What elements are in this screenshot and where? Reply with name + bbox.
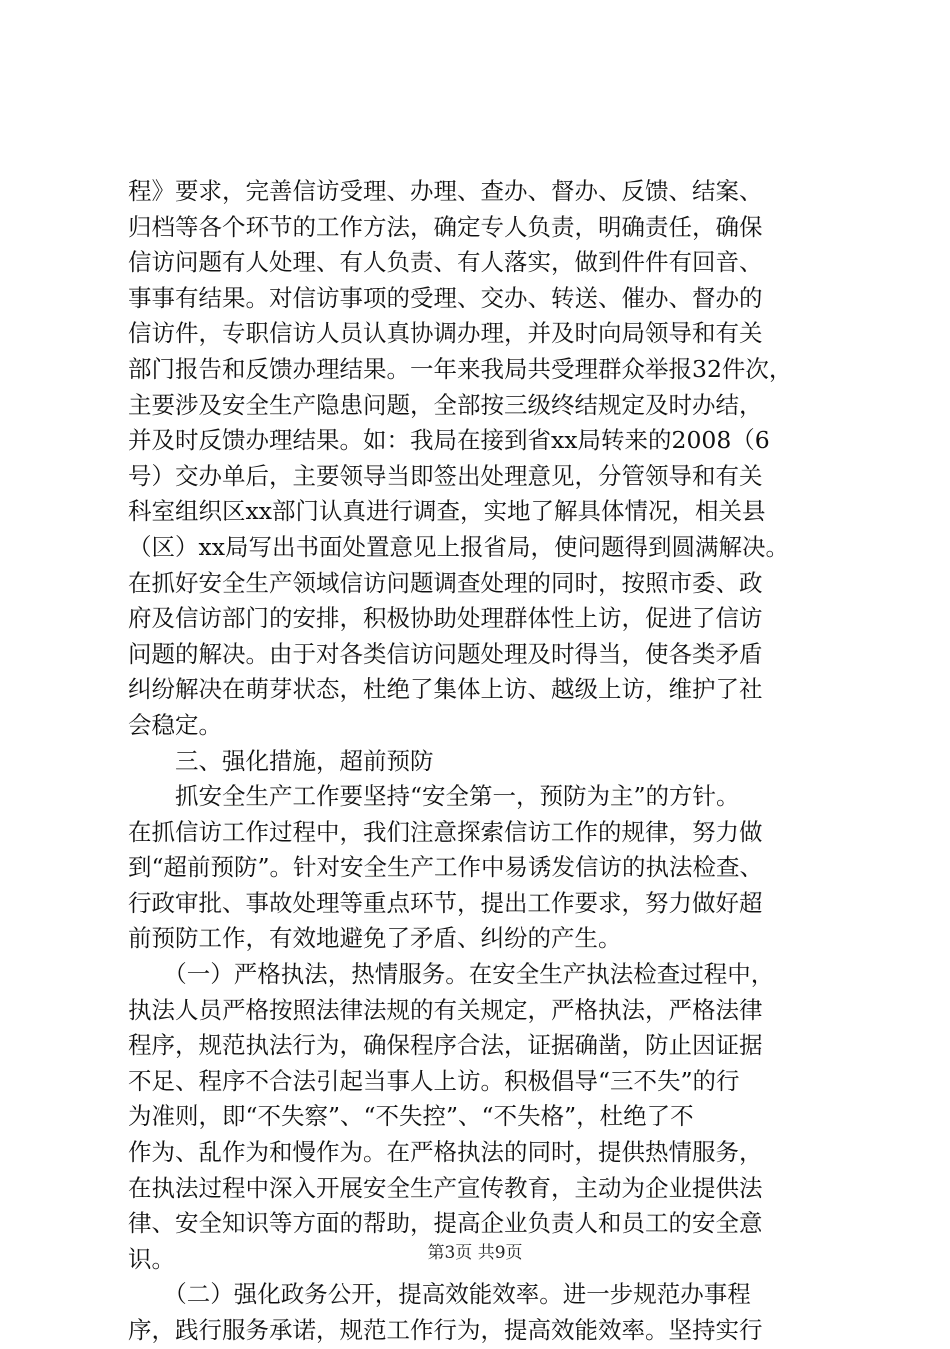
text-line: 律、安全知识等方面的帮助，提高企业负责人和员工的安全意 [128,1209,763,1238]
text-line: 部门报告和反馈办理结果。一年来我局共受理群众举报32件次， [128,354,793,383]
text-line: 信访件，专职信访人员认真协调办理，并及时向局领导和有关 [128,319,763,348]
text-line: 不足、程序不合法引起当事人上访。积极倡导“三不失”的行 [128,1066,740,1095]
page-number-footer: 第3页 共9页 [427,1243,523,1263]
text-line: 在执法过程中深入开展安全生产宣传教育，主动为企业提供法 [128,1173,763,1202]
text-line: 行政审批、事故处理等重点环节，提出工作要求，努力做好超 [128,888,763,917]
text-line: 主要涉及安全生产隐患问题，全部按三级终结规定及时办结， [128,390,763,419]
text-line: 在抓信访工作过程中，我们注意探索信访工作的规律，努力做 [128,817,763,846]
text-line: 在抓好安全生产领域信访问题调查处理的同时，按照市委、政 [128,568,763,597]
text-line: 归档等各个环节的工作方法，确定专人负责，明确责任，确保 [128,212,763,241]
text-line: （区）xx局写出书面处置意见上报省局，使问题得到圆满解决。 [128,532,790,561]
text-line: 为准则，即“不失察”、“不失控”、“不失格”，杜绝了不 [128,1102,694,1131]
text-line: 抓安全生产工作要坚持“安全第一，预防为主”的方针。 [128,782,740,811]
text-line: 执法人员严格按照法律法规的有关规定，严格执法，严格法律 [128,995,763,1024]
text-line: 科室组织区xx部门认真进行调查，实地了解具体情况，相关县 [128,497,766,526]
text-line: 前预防工作，有效地避免了矛盾、纠纷的产生。 [128,924,622,953]
text-line: （一）严格执法，热情服务。在安全生产执法检查过程中， [128,960,775,989]
text-line: 序，践行服务承诺，规范工作行为，提高效能效率。坚持实行 [128,1316,763,1344]
text-line: 府及信访部门的安排，积极协助处理群体性上访，促进了信访 [128,604,763,633]
text-line: 程》要求，完善信访受理、办理、查办、督办、反馈、结案、 [128,177,763,205]
text-line: 程序，规范执法行为，确保程序合法，证据确凿，防止因证据 [128,1031,763,1060]
text-line: 识。 [128,1244,175,1273]
text-line: 纠纷解决在萌芽状态，杜绝了集体上访、越级上访，维护了社 [128,675,763,704]
text-line: 到“超前预防”。针对安全生产工作中易诱发信访的执法检查、 [128,853,764,882]
text-line: 会稳定。 [128,710,222,739]
text-line: 事事有结果。对信访事项的受理、交办、转送、催办、督办的 [128,283,763,312]
text-line: 并及时反馈办理结果。如：我局在接到省xx局转来的2008（6 [128,426,770,455]
text-line: 信访问题有人处理、有人负责、有人落实，做到件件有回音、 [128,248,763,277]
text-line: （二）强化政务公开，提高效能效率。进一步规范办事程 [128,1280,751,1309]
text-line: 三、强化措施，超前预防 [128,746,434,775]
text-line: 作为、乱作为和慢作为。在严格执法的同时，提供热情服务， [128,1138,763,1167]
text-line: 问题的解决。由于对各类信访问题处理及时得当，使各类矛盾 [128,639,763,668]
text-line: 号）交办单后，主要领导当即签出处理意见，分管领导和有关 [128,461,763,490]
document-body [128,174,833,1349]
